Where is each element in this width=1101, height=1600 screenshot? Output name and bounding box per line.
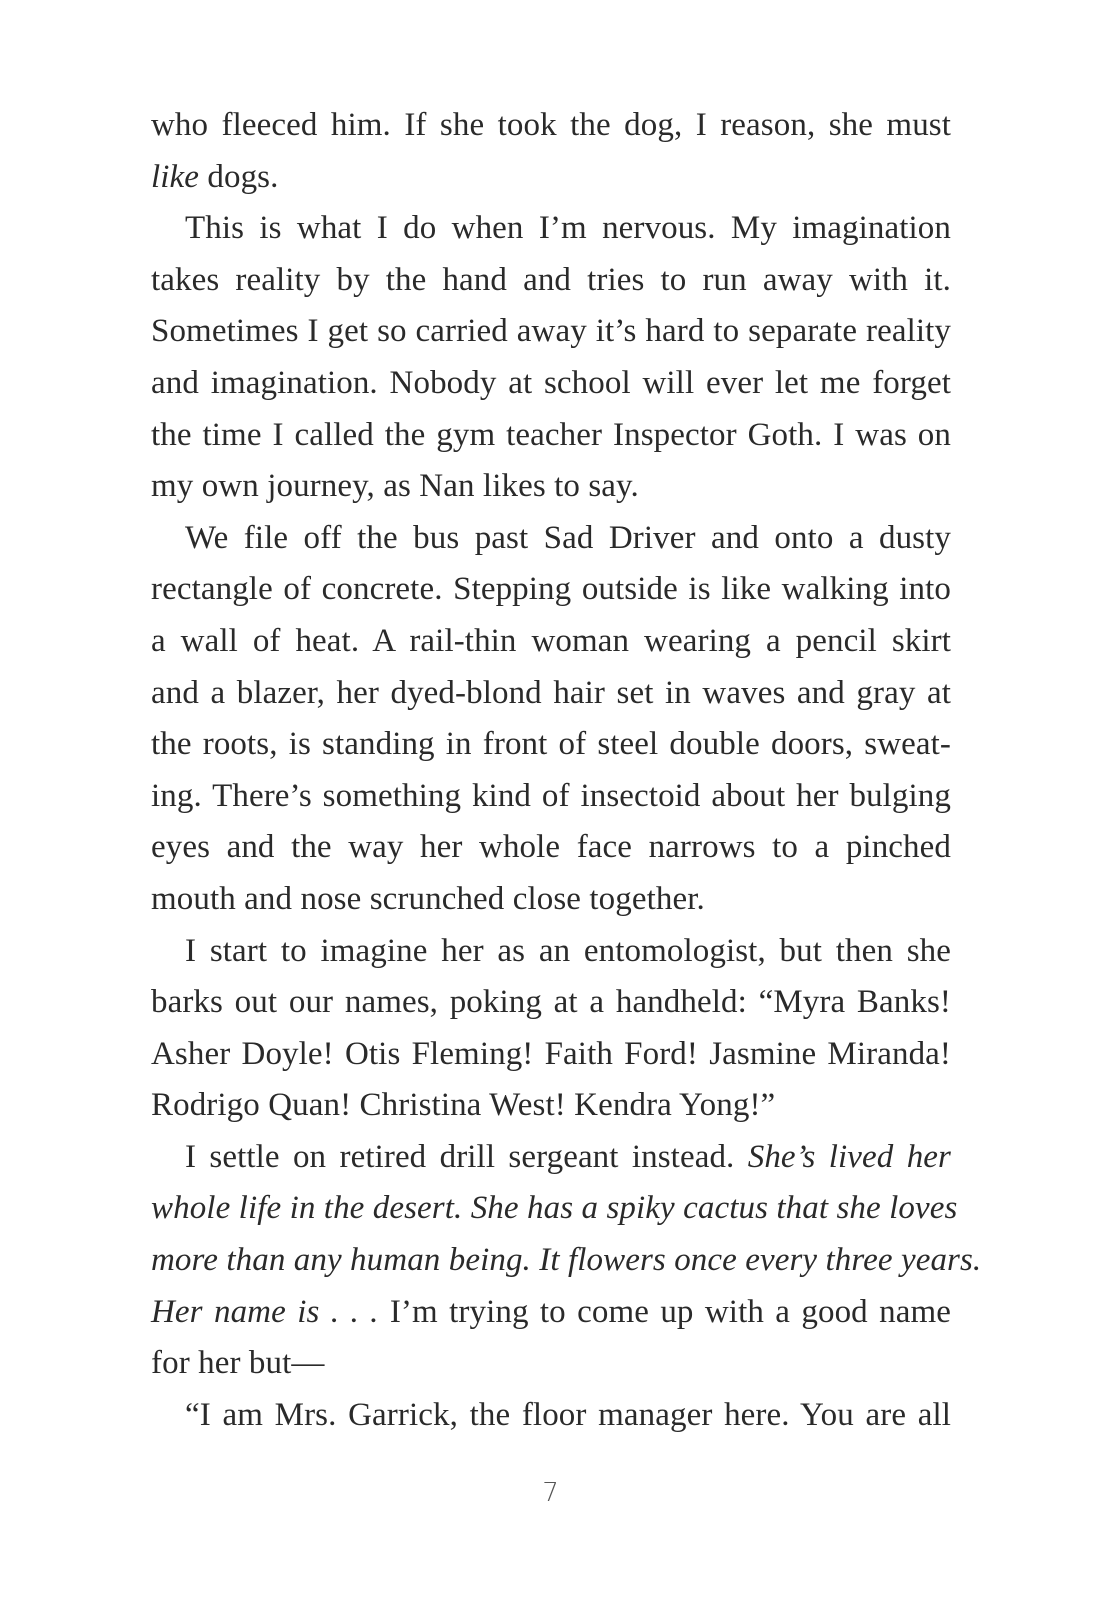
text-line — [151, 616, 951, 668]
text-line — [151, 926, 951, 978]
text-line — [151, 771, 951, 823]
text-segment: Rodrigo Quan! Christina West! Kendra Yong!” — [151, 1087, 776, 1124]
text-segment: eyes and the way her whole face narrows to a pinched — [151, 829, 951, 866]
italic-text: She’s lived her — [747, 1138, 951, 1175]
text-line — [151, 1390, 951, 1442]
text-line — [151, 1080, 951, 1132]
text-segment: the roots, is standing in front of steel double doors, sweat- — [151, 726, 951, 763]
text-line — [151, 668, 951, 720]
text-line — [151, 1287, 951, 1339]
text-segment: the time I called the gym teacher Inspector Goth. I was on — [151, 416, 951, 453]
text-line — [151, 977, 951, 1029]
text-line — [151, 100, 951, 152]
text-segment: We file off the bus past Sad Driver and onto a dusty — [185, 519, 951, 556]
text-line — [151, 1132, 951, 1184]
text-segment: dogs. — [199, 158, 279, 195]
text-segment: for her but— — [151, 1345, 325, 1382]
text-line — [151, 564, 951, 616]
text-line — [151, 152, 951, 204]
text-line — [151, 255, 951, 307]
text-line — [151, 358, 951, 410]
text-segment: I settle on retired drill sergeant instead. — [185, 1138, 748, 1175]
text-segment: “I am Mrs. Garrick, the floor manager here. You are all — [185, 1396, 951, 1433]
text-line — [151, 1235, 982, 1287]
text-segment: rectangle of concrete. Stepping outside is like walking into — [151, 571, 951, 608]
text-line — [151, 822, 951, 874]
text-line — [151, 203, 951, 255]
text-line — [151, 1029, 951, 1081]
body-text — [151, 100, 982, 1441]
italic-text: like — [151, 158, 200, 195]
text-line — [151, 513, 951, 565]
text-segment: and a blazer, her dyed-blond hair set in waves and gray at — [151, 674, 951, 711]
text-line — [151, 1183, 958, 1235]
text-segment: This is what I do when I’m nervous. My imagination — [185, 210, 951, 247]
text-line — [151, 874, 951, 926]
text-segment: mouth and nose scrunched close together. — [151, 880, 705, 917]
page-number: 7 — [542, 1478, 559, 1508]
italic-text: whole life in the desert. She has a spiky cactus that she loves — [151, 1190, 958, 1227]
text-segment: a wall of heat. A rail-thin woman wearing a pencil skirt — [151, 622, 951, 659]
text-line — [151, 719, 951, 771]
text-segment: Sometimes I get so carried away it’s hard to separate reality — [151, 313, 951, 350]
text-segment: Asher Doyle! Otis Fleming! Faith Ford! Jasmine Miranda! — [151, 1035, 951, 1072]
text-line — [151, 1338, 951, 1390]
text-segment: takes reality by the hand and tries to run away with it. — [151, 261, 951, 298]
text-line — [151, 461, 951, 513]
text-segment: barks out our names, poking at a handheld: “Myra Banks! — [151, 984, 951, 1021]
text-segment: ing. There’s something kind of insectoid about her bulging — [151, 777, 951, 814]
text-segment: and imagination. Nobody at school will ever let me forget — [151, 364, 951, 401]
text-line — [151, 306, 951, 358]
italic-text: Her name is . . . — [151, 1293, 379, 1330]
text-segment: who fleeced him. If she took the dog, I reason, she must — [151, 107, 951, 143]
italic-text: more than any human being. It flowers once every three years. — [151, 1242, 982, 1279]
text-segment: I’m trying to come up with a good name — [378, 1293, 951, 1330]
text-segment: I start to imagine her as an entomologist, but then she — [185, 932, 951, 969]
text-segment: my own journey, as Nan likes to say. — [151, 468, 639, 505]
text-line — [151, 410, 951, 462]
